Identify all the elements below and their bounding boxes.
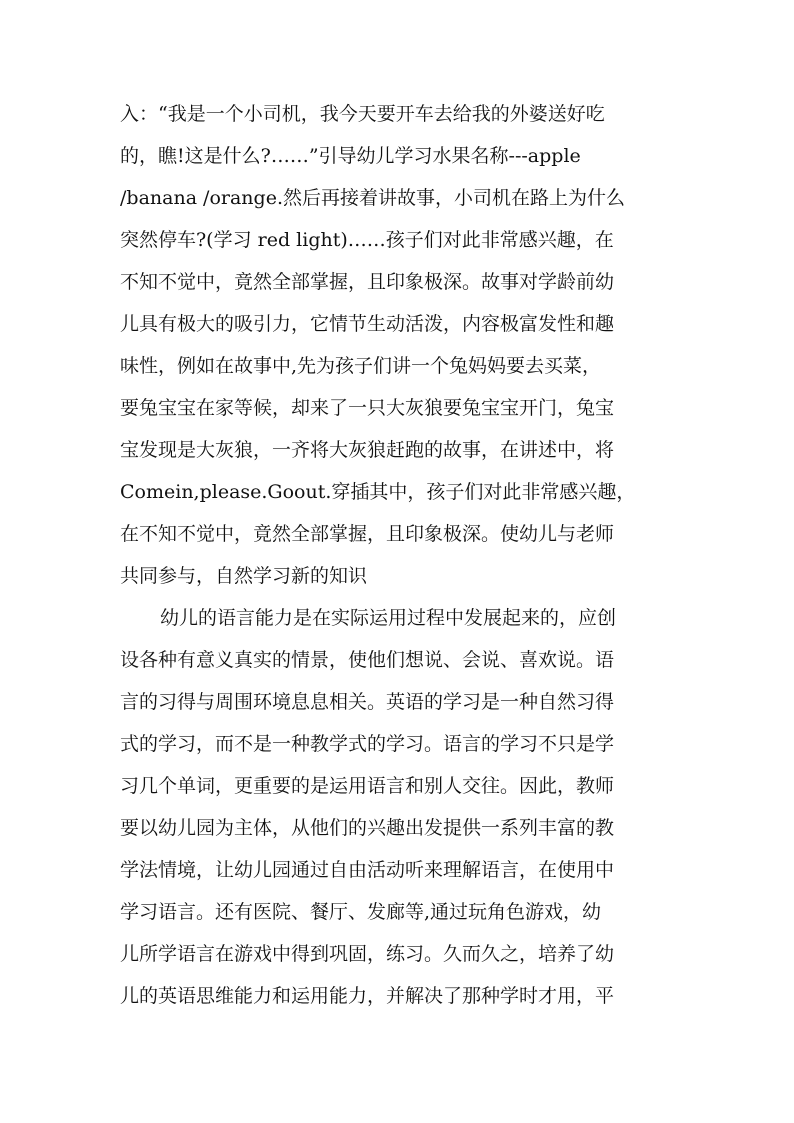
text-line: 在不知不觉中，竟然全部掌握，且印象极深。使幼儿与老师: [120, 523, 615, 545]
text-line: 设各种有意义真实的情景，使他们想说、会说、喜欢说。语: [120, 649, 615, 671]
text-line: 儿的英语思维能力和运用能力，并解决了那种学时才用，平: [120, 985, 615, 1007]
text-line: 味性，例如在故事中,先为孩子们讲一个兔妈妈要去买菜，: [120, 355, 602, 377]
text-line: 入：“我是一个小司机，我今天要开车去给我的外婆送好吃: [120, 103, 605, 125]
text-line: 习几个单词，更重要的是运用语言和别人交往。因此，教师: [120, 775, 615, 797]
text-line: 要以幼儿园为主体，从他们的兴趣出发提供一系列丰富的教: [120, 817, 615, 839]
text-line: 儿具有极大的吸引力，它情节生动活泼，内容极富发性和趣: [120, 313, 615, 335]
text-line: 要兔宝宝在家等候，却来了一只大灰狼要兔宝宝开门，兔宝: [120, 397, 615, 419]
text-line: 宝发现是大灰狼，一齐将大灰狼赶跑的故事，在讲述中，将: [120, 439, 615, 461]
text-line: /banana /orange.然后再接着讲故事，小司机在路上为什么: [120, 187, 625, 209]
text-line: 的，瞧!这是什么?……”引导幼儿学习水果名称---apple: [120, 145, 581, 167]
text-line: 不知不觉中，竟然全部掌握，且印象极深。故事对学龄前幼: [120, 271, 615, 293]
text-line: Comein,please.Goout.穿插其中，孩子们对此非常感兴趣，: [120, 481, 636, 503]
text-line: 突然停车?(学习 red light)……孩子们对此非常感兴趣，在: [120, 229, 614, 251]
text-line: 学习语言。还有医院、餐厅、发廊等,通过玩角色游戏，幼: [120, 901, 602, 923]
text-line: 儿所学语言在游戏中得到巩固，练习。久而久之，培养了幼: [120, 943, 615, 965]
text-line: 式的学习，而不是一种教学式的学习。语言的学习不只是学: [120, 733, 615, 755]
paragraph-first-line: 幼儿的语言能力是在实际运用过程中发展起来的，应创: [160, 607, 617, 629]
text-line: 共同参与，自然学习新的知识: [120, 565, 368, 587]
text-line: 言的习得与周围环境息息相关。英语的学习是一种自然习得: [120, 691, 615, 713]
text-line: 学法情境，让幼儿园通过自由活动听来理解语言，在使用中: [120, 859, 615, 881]
